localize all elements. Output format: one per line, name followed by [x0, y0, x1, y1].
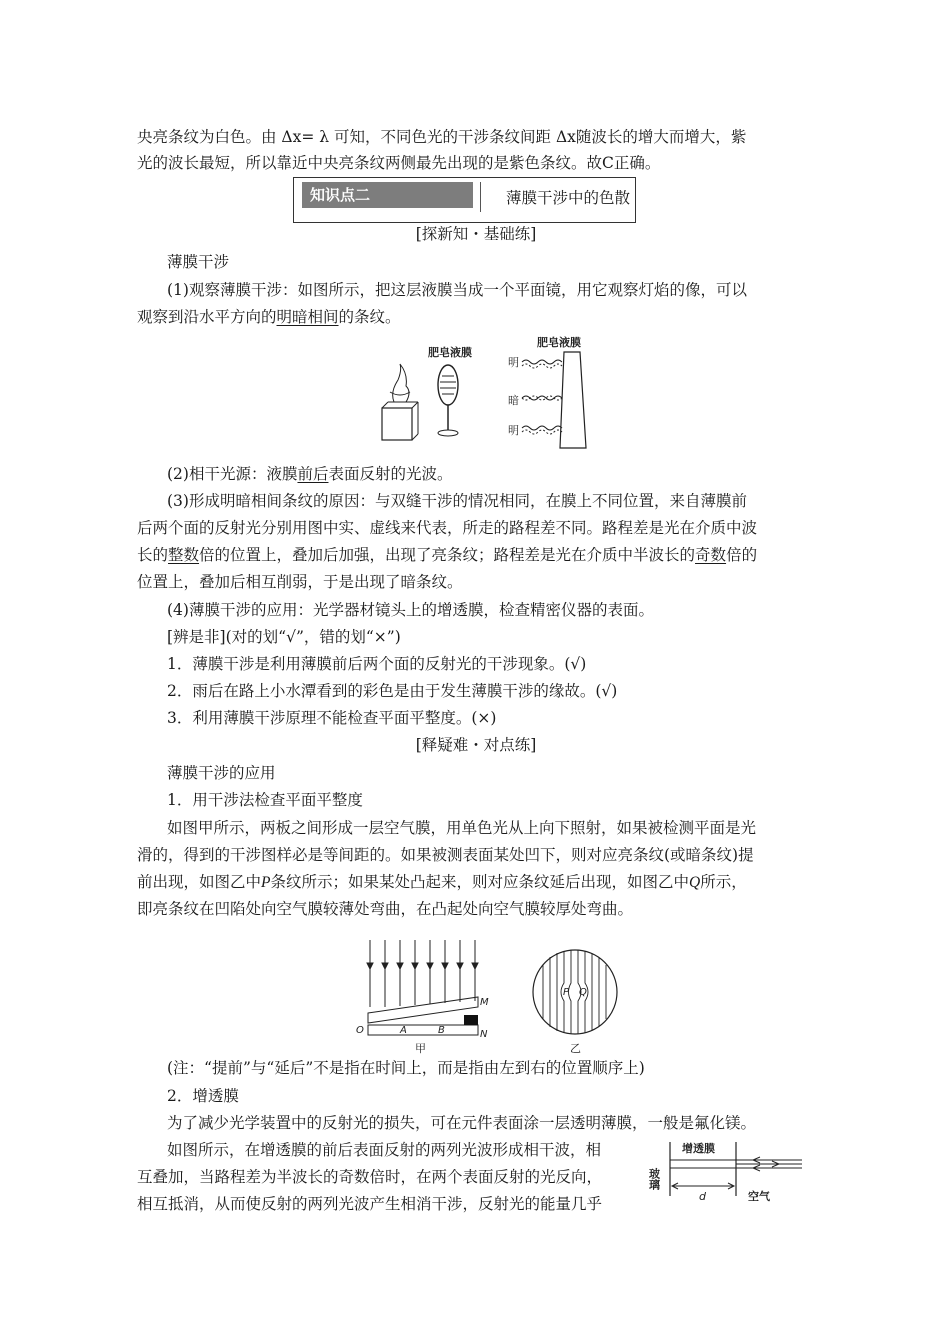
paragraph-line: 相互抵消，从而使反射的两列光波产生相消干涉，反射光的能量几乎: [137, 1195, 603, 1213]
text: 前出现，如图乙中: [137, 873, 262, 891]
section-tag: 知识点二: [302, 182, 473, 208]
underlined-term: 前后: [297, 465, 329, 483]
judge-heading: [辨是非](对的划“√”，错的划“×”): [167, 628, 401, 646]
caption-jia: 甲: [415, 1042, 426, 1055]
paragraph-line: 后两个面的反射光分别用图中实、虚线来代表，所走的路程差不同。路程差是光在介质中波: [137, 519, 758, 537]
judge-item: 1．薄膜干涉是利用薄膜前后两个面的反射光的干涉现象。(√): [167, 655, 587, 673]
text: 长的: [137, 546, 169, 564]
text: 条纹所示；如果某处凸起来，则对应条纹延后出现，如图乙中: [270, 873, 689, 891]
heading: 2．增透膜: [167, 1087, 239, 1105]
text: 倍的位置上，叠加后加强，出现了亮条纹；路程差是光在介质中半波长的: [199, 546, 696, 564]
label-P: P: [563, 987, 570, 998]
symbol-Q: Q: [689, 874, 701, 891]
air-wedge-figure: [350, 935, 640, 1060]
paragraph-line: [137, 305, 401, 329]
paragraph-line: 光的波长最短，所以靠近中央亮条纹两侧最先出现的是紫色条纹。故C正确。: [137, 154, 661, 172]
label-Q: Q: [579, 987, 587, 998]
caption-yi: 乙: [570, 1042, 581, 1055]
label-glass-1: 玻璃: [647, 1168, 661, 1190]
label-air: 空气: [748, 1190, 770, 1203]
text: 表面反射的光波。: [328, 465, 453, 483]
paragraph-line: 互叠加，当路程差为半波长的奇数倍时，在两个表面反射的光反向，: [137, 1168, 603, 1186]
paragraph-line: 如图所示，在增透膜的前后表面反射的两列光波形成相干波，相: [167, 1141, 602, 1159]
label-N: N: [480, 1029, 488, 1040]
underlined-term: 明暗相间: [276, 308, 339, 326]
text: 的条纹。: [338, 308, 401, 326]
heading: 1．用干涉法检查平面平整度: [167, 791, 363, 809]
underlined-term: 整数: [168, 546, 200, 564]
paragraph-line: [137, 543, 757, 567]
divider: [480, 182, 481, 212]
paragraph-line: 为了减少光学装置中的反射光的损失，可在元件表面涂一层透明薄膜，一般是氟化镁。: [167, 1114, 757, 1132]
label-soap-film-left: 肥皂液膜: [428, 346, 472, 359]
anti-reflection-figure: [647, 1138, 822, 1210]
label-d: d: [699, 1190, 706, 1203]
label-M: M: [480, 997, 489, 1008]
label-soap-film-right: 肥皂液膜: [537, 336, 581, 349]
heading: 薄膜干涉: [167, 253, 230, 271]
label-B: B: [438, 1025, 445, 1036]
heading: 薄膜干涉的应用: [167, 764, 276, 782]
paragraph-line: (1)观察薄膜干涉：如图所示，把这层液膜当成一个平面镜，用它观察灯焰的像，可以: [167, 281, 747, 299]
text: 倍的: [726, 546, 758, 564]
paragraph-line: 位置上，叠加后相互削弱，于是出现了暗条纹。: [137, 573, 463, 591]
text: (2)相干光源：液膜: [167, 465, 298, 483]
label-film: 增透膜: [682, 1142, 715, 1155]
judge-item: 2．雨后在路上小水潭看到的彩色是由于发生薄膜干涉的缘故。(√): [167, 682, 618, 700]
paragraph-line: [167, 462, 453, 486]
judge-item: 3．利用薄膜干涉原理不能检查平面平整度。(×): [167, 709, 497, 727]
section-title: 薄膜干涉中的色散: [506, 189, 631, 207]
text: 所示，: [700, 873, 747, 891]
text: 观察到沿水平方向的: [137, 308, 277, 326]
paragraph-line: 滑的，得到的干涉图样必是等间距的。如果被测表面某处凹下，则对应亮条纹(或暗条纹)提: [137, 846, 754, 864]
symbol-P: P: [261, 874, 271, 891]
paragraph-line: (3)形成明暗相间条纹的原因：与双缝干涉的情况相同，在膜上不同位置，来自薄膜前: [167, 492, 747, 510]
paragraph-line: 央亮条纹为白色。由 Δx= λ 可知，不同色光的干涉条纹间距 Δx随波长的增大而增大，紫: [137, 128, 747, 146]
paragraph-line: 如图甲所示，两板之间形成一层空气膜，用单色光从上向下照射，如果被检测平面是光: [167, 819, 757, 837]
label-bright-top: 明: [508, 356, 519, 369]
soap-film-figure: [380, 330, 600, 450]
paragraph-line: (4)薄膜干涉的应用：光学器材镜头上的增透膜，检查精密仪器的表面。: [167, 601, 654, 619]
label-bright-bottom: 明: [508, 424, 519, 437]
label-O: O: [356, 1025, 364, 1036]
underlined-term: 奇数: [695, 546, 727, 564]
label-A: A: [400, 1025, 407, 1036]
paragraph-line: [137, 870, 747, 895]
paragraph-line: 即亮条纹在凹陷处向空气膜较薄处弯曲，在凸起处向空气膜较厚处弯曲。: [137, 900, 634, 918]
note: (注：“提前”与“延后”不是指在时间上，而是指由左到右的位置顺序上): [167, 1059, 645, 1077]
section-header-box: [293, 177, 636, 223]
subsection-label: [释疑难・对点练]: [415, 736, 537, 754]
label-dark: 暗: [508, 394, 519, 407]
subsection-label: [探新知・基础练]: [415, 225, 537, 243]
